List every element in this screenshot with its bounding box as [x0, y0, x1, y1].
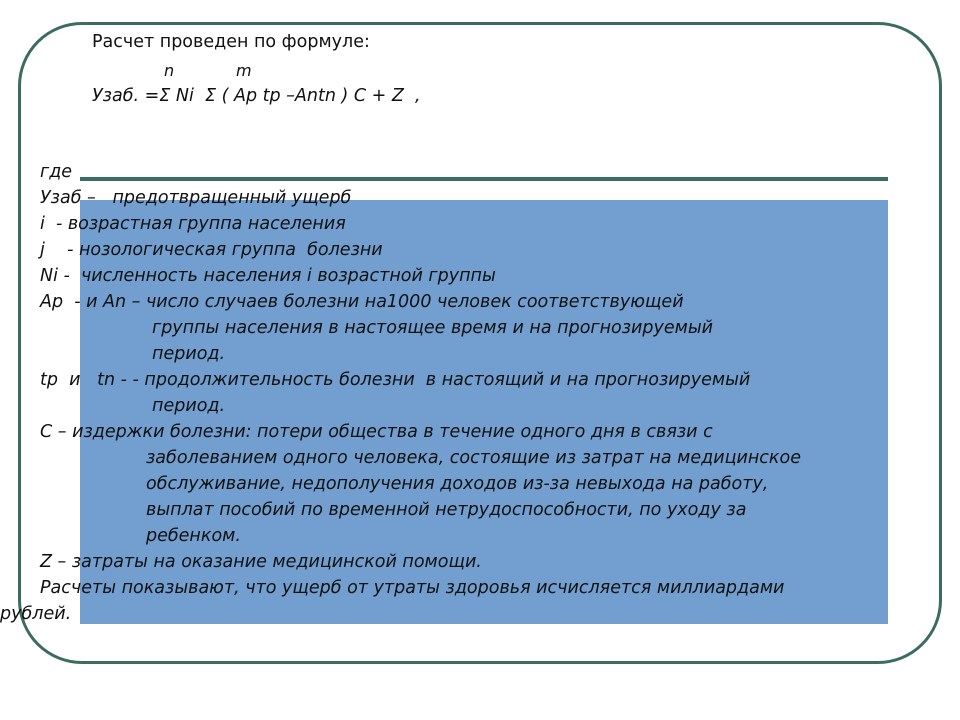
definition-where: где	[40, 162, 73, 182]
definition-uzab: Узаб – предотвращенный ущерб	[40, 188, 352, 208]
definition-ni: Ni - численность населения i возрастной группы	[40, 266, 496, 286]
slide-title: Расчет проведен по формуле:	[92, 32, 370, 52]
conclusion: Расчеты показывают, что ущерб от утраты здоровья исчисляется миллиардами	[40, 578, 785, 598]
definition-c-cont2: обслуживание, недополучения доходов из-за невыхода на работу,	[146, 474, 769, 494]
definition-c-cont1: заболеванием одного человека, состоящие из затрат на медицинское	[146, 448, 801, 468]
formula: Узаб. =Σ Ni Σ ( Ap tp –Antn ) C + Z ,	[92, 86, 421, 106]
formula-sup-m: m	[236, 61, 252, 80]
divider-line	[80, 177, 888, 181]
definition-c-cont4: ребенком.	[146, 526, 241, 546]
definition-ap-an-cont1: группы населения в настоящее время и на прогнозируемый	[152, 318, 714, 338]
definition-tp-tn-cont: период.	[152, 396, 226, 416]
definition-c: C – издержки болезни: потери общества в течение одного дня в связи с	[40, 422, 713, 442]
definition-tp-tn: tp и tn - - продолжительность болезни в настоящий и на прогнозируемый	[40, 370, 751, 390]
conclusion-cont: рублей.	[0, 604, 72, 624]
definition-ap-an: Ap - и An – число случаев болезни на1000 человек соответствующей	[40, 292, 684, 312]
formula-sup-n: n	[164, 61, 175, 80]
definition-j: j - нозологическая группа болезни	[40, 240, 383, 260]
definition-i: i - возрастная группа населения	[40, 214, 346, 234]
definition-c-cont3: выплат пособий по временной нетрудоспособности, по уходу за	[146, 500, 747, 520]
definition-ap-an-cont2: период.	[152, 344, 226, 364]
definition-z: Z – затраты на оказание медицинской помощи.	[40, 552, 482, 572]
